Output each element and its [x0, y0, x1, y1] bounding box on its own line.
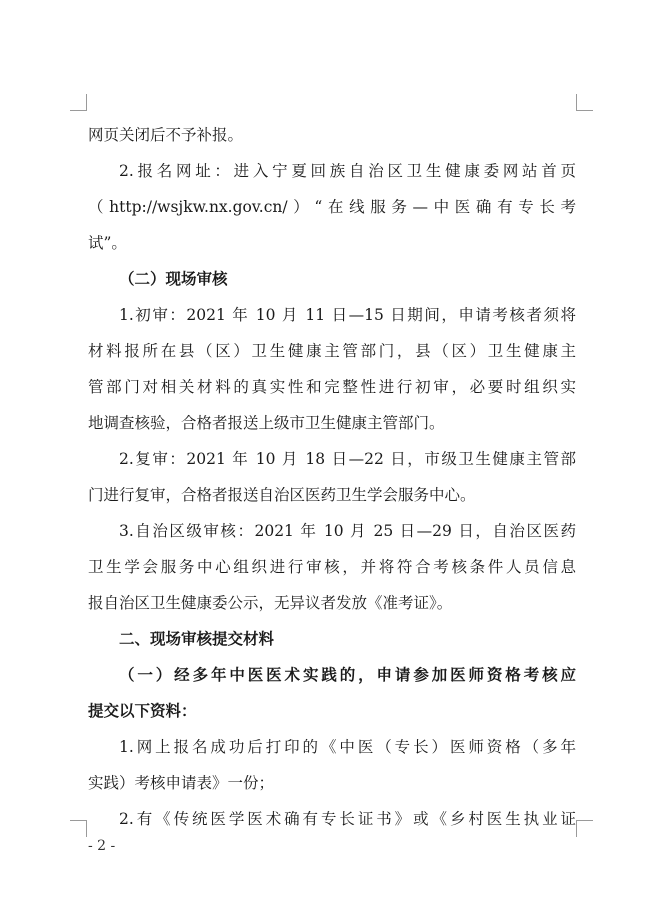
text-line: 2.复审：2021 年 10 月 18 日—22 日，市级卫生健康主管部 — [119, 450, 576, 468]
text-line: 卫生学会服务中心组织进行审核，并将符合考核条件人员信息 — [88, 558, 576, 576]
subsection-heading: 提交以下资料： — [88, 701, 197, 720]
text-line: 3.自治区级审核：2021 年 10 月 25 日—29 日，自治区医药 — [119, 522, 576, 540]
text-line: 报自治区卫生健康委公示，无异议者发放《准考证》。 — [88, 594, 453, 612]
section-heading: （二）现场审核 — [119, 269, 228, 288]
text-line: 1.网上报名成功后打印的《中医（专长）医师资格（多年 — [119, 738, 576, 756]
text-line: 门进行复审，合格者报送自治区医药卫生学会服务中心。 — [88, 486, 476, 504]
crop-mark-top-right — [576, 94, 593, 111]
crop-mark-bottom-left — [70, 820, 87, 837]
text-line: 2.有《传统医学医术确有专长证书》或《乡村医生执业证 — [119, 810, 576, 828]
text-line: 网页关闭后不予补报。 — [88, 126, 244, 144]
crop-mark-bottom-right — [576, 820, 593, 837]
text-line: 实践）考核申请表》一份； — [88, 774, 275, 792]
text-line: 试”。 — [88, 234, 127, 252]
text-line: 材料报所在县（区）卫生健康主管部门，县（区）卫生健康主 — [88, 342, 576, 360]
page-number: - 2 - — [88, 838, 116, 854]
text-line: 2.报名网址：进入宁夏回族自治区卫生健康委网站首页 — [119, 162, 576, 180]
document-body — [88, 117, 576, 837]
text-line: （http://wsjkw.nx.gov.cn/）“在线服务—中医确有专长考 — [88, 198, 576, 216]
text-line: 管部门对相关材料的真实性和完整性进行初审，必要时组织实 — [88, 378, 576, 396]
text-line: 地调查核验，合格者报送上级市卫生健康主管部门。 — [88, 414, 445, 432]
section-heading: 二、现场审核提交材料 — [119, 629, 275, 648]
text-line: 1.初审：2021 年 10 月 11 日—15 日期间，申请考核者须将 — [119, 306, 576, 324]
crop-mark-top-left — [70, 94, 87, 111]
subsection-heading: （一）经多年中医医术实践的，申请参加医师资格考核应 — [119, 665, 576, 684]
